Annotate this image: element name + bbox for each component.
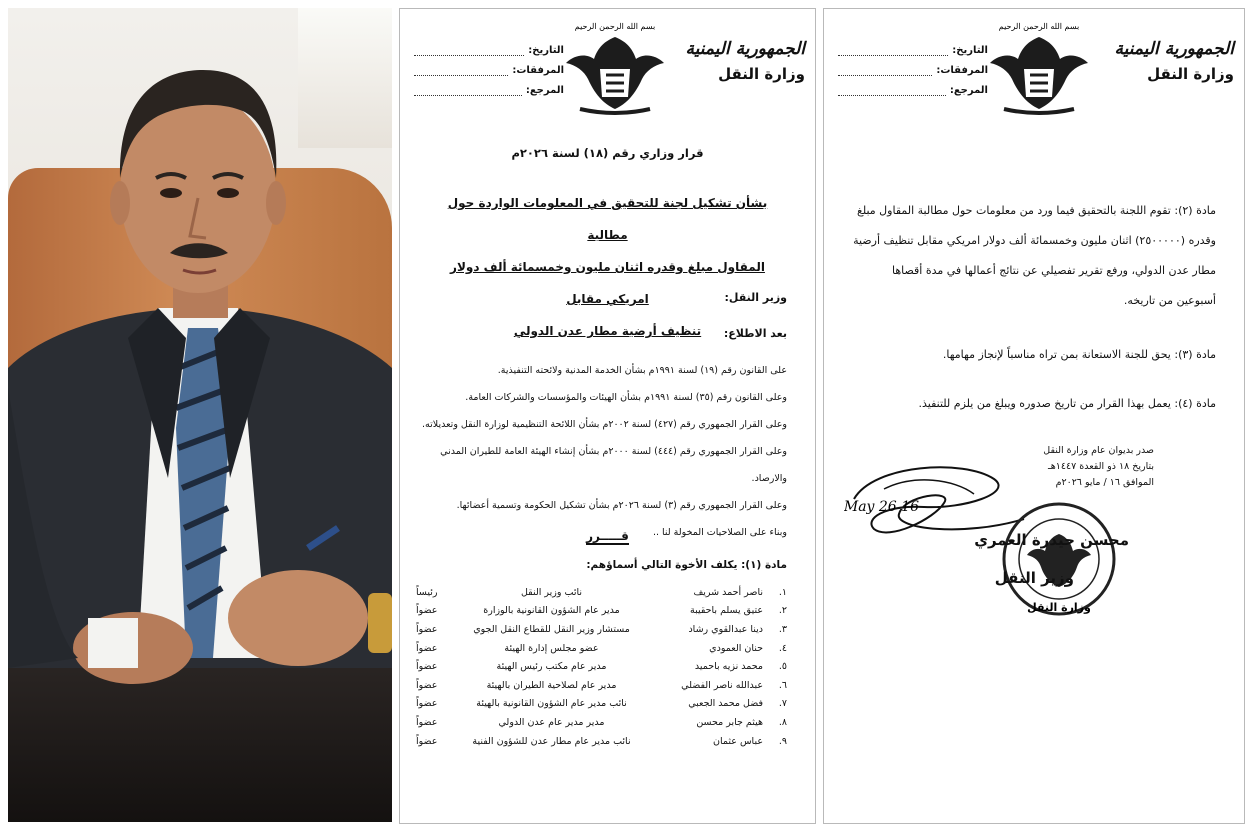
member-name: فضل محمد الجعبي: [688, 698, 763, 710]
minister-heading: وزير النقل:: [724, 291, 787, 304]
member-position: مدير عام الشؤون القانونية بالوزارة: [483, 605, 620, 617]
committee-members-list: [416, 583, 787, 750]
after-review-heading: بعد الاطلاع:: [723, 327, 787, 340]
member-position: عضو مجلس إدارة الهيئة: [504, 642, 599, 654]
member-role: عضواً: [416, 735, 438, 747]
member-row: [416, 583, 787, 602]
member-position: نائب مدير عام مطار عدن للشؤون الفنية: [472, 735, 631, 747]
date-label: التاريخ:: [952, 45, 988, 56]
member-number: ٤.: [778, 642, 787, 654]
subject-line: بشأن تشكيل لجنة للتحقيق في المعلومات الواردة حول مطالبة: [447, 196, 768, 242]
reference-fields: [838, 45, 988, 105]
member-name: محمد نزيه باحميد: [694, 661, 763, 673]
date-label: التاريخ:: [528, 45, 564, 56]
member-position: نائب وزير النقل: [520, 586, 582, 598]
decided-heading: [400, 529, 815, 543]
member-row: [416, 732, 787, 751]
member-position: مدير عام لصلاحية الطيران بالهيئة: [486, 679, 617, 691]
basmala-text: بسم الله الرحمن الرحيم: [998, 22, 1080, 31]
member-role: عضواً: [416, 698, 438, 710]
subject-line: المقاول مبلغ وقدره اثنان مليون وخمسمائة ألف دولار امريكي مقابل: [450, 260, 765, 306]
recital-item: وعلى القرار الجمهوري رقم (٤٢٧) لسنة ٢٠٠٢م بشأن اللائحة التنظيمية لوزارة النقل وتعديلاته.: [422, 419, 787, 430]
member-role: عضواً: [416, 679, 438, 691]
decided-text: قـــــرر: [586, 529, 629, 543]
subject-line: تنظيف أرضية مطار عدن الدولي: [513, 324, 702, 338]
member-role: عضواً: [416, 716, 438, 728]
recital-item: وعلى القرار الجمهوري رقم (٤٤٤) لسنة ٢٠٠٠م بشأن إنشاء الهيئة العامة للطيران المدني والارصاد.: [440, 446, 787, 484]
reference-fields: [414, 45, 564, 105]
signer-title: وزير النقل: [994, 569, 1074, 587]
member-number: ١.: [778, 586, 787, 598]
member-name: حنان العمودي: [709, 642, 763, 654]
attachments-label: المرفقات:: [512, 65, 564, 76]
member-position: نائب مدير عام الشؤون القانونية بالهيئة: [476, 698, 627, 710]
minister-photo: [8, 8, 392, 822]
member-name: دينا عبدالقوي رشاد: [688, 623, 763, 635]
basmala-text: بسم الله الرحمن الرحيم: [574, 22, 656, 31]
decree-page-2: [823, 8, 1245, 824]
member-row: [416, 602, 787, 621]
member-position: مستشار وزير النقل للقطاع النقل الجوي: [473, 623, 630, 635]
man-illustration: [8, 8, 392, 822]
issued-line: صدر بديوان عام وزارة النقل: [1043, 445, 1154, 456]
article-4: مادة (٤): يعمل بهذا القرار من تاريخ صدوره ويبلغ من يلزم للتنفيذ.: [918, 397, 1216, 410]
member-row: [416, 620, 787, 639]
reference-label: المرجع:: [949, 85, 988, 96]
reference-field: [414, 85, 564, 96]
member-row: [416, 695, 787, 714]
recital-item: وعلى القرار الجمهوري رقم (٣) لسنة ٢٠٢٦م بشأن تشكيل الحكومة وتسمية أعضائها.: [456, 500, 787, 511]
member-number: ٦.: [778, 679, 787, 691]
reference-label: المرجع:: [525, 85, 564, 96]
stamp-text: وزارة النقل: [1027, 601, 1091, 614]
attachments-field: [414, 65, 564, 76]
issued-line: الموافق ١٦ / مايو ٢٠٢٦م: [1055, 477, 1154, 488]
member-name: عباس عثمان: [713, 735, 763, 747]
member-name: ناصر أحمد شريف: [693, 586, 763, 598]
attachments-label: المرفقات:: [936, 65, 988, 76]
member-name: عبدالله ناصر الفضلي: [681, 679, 763, 691]
republic-name: الجمهورية اليمنية: [685, 39, 805, 59]
member-row: [416, 676, 787, 695]
member-number: ٧.: [778, 698, 787, 710]
decree-page-1: [399, 8, 816, 824]
ministry-stamp: [999, 499, 1119, 619]
member-number: ٨.: [778, 716, 787, 728]
yemen-eagle-emblem: [560, 17, 670, 117]
recital-item: وعلى القانون رقم (٣٥) لسنة ١٩٩١م بشأن الهيئات والمؤسسات والشركات العامة.: [465, 392, 787, 403]
signer-name: محسن حيدرة العمري: [974, 531, 1129, 549]
recitals-list: [418, 357, 787, 546]
yemen-eagle-emblem: [984, 17, 1094, 117]
member-position: مدير مدير عام عدن الدولي: [498, 716, 605, 728]
member-number: ٣.: [778, 623, 787, 635]
letterhead-right: [685, 39, 805, 83]
member-row: [416, 713, 787, 732]
attachments-field: [838, 65, 988, 76]
article-3: مادة (٣): يحق للجنة الاستعانة بمن تراه مناسباً لإنجاز مهامها.: [942, 348, 1216, 361]
member-name: عتيق يسلم باحقيبة: [690, 605, 763, 617]
member-role: عضواً: [416, 623, 438, 635]
recital-item: على القانون رقم (١٩) لسنة ١٩٩١م بشأن الخدمة المدنية ولائحته التنفيذية.: [497, 365, 787, 376]
member-role: عضواً: [416, 605, 438, 617]
issued-line: بتاريخ ١٨ ذو القعدة ١٤٤٧هـ: [1048, 461, 1154, 472]
ministry-name: وزارة النقل: [718, 65, 805, 83]
member-position: مدير عام مكتب رئيس الهيئة: [496, 661, 607, 673]
reference-field: [838, 85, 988, 96]
member-row: [416, 657, 787, 676]
signature-date-text: 16 May 26: [844, 499, 919, 515]
article-2: مادة (٢): تقوم اللجنة بالتحقيق فيما ورد من معلومات حول مطالبة المقاول مبلغ وقدره (٢٥٠٠٠٠٠) اثنان مليون وخمسمائة ألف دولار امريكي مقابل تنظيف أرضية مطار عدن الدولي، ورفع تقرير تفصيلي عن نتائج أعمالها في مدة أقصاها أسبوعين من تاريخه.: [853, 204, 1216, 307]
member-number: ٢.: [778, 605, 787, 617]
recital-item: وبناء على الصلاحيات المخولة لنا ..: [652, 527, 787, 538]
member-number: ٩.: [778, 735, 787, 747]
ministry-name: وزارة النقل: [1147, 65, 1234, 83]
decree-subject: [430, 187, 785, 347]
date-field: [838, 45, 988, 56]
member-name: هيثم جابر محسن: [696, 716, 763, 728]
date-field: [414, 45, 564, 56]
republic-name: الجمهورية اليمنية: [1114, 39, 1234, 59]
letterhead-right: [1114, 39, 1234, 83]
member-role: عضواً: [416, 661, 438, 673]
member-role: رئيساً: [416, 586, 438, 598]
decree-title: قرار وزاري رقم (١٨) لسنة ٢٠٢٦م: [511, 146, 704, 160]
member-row: [416, 639, 787, 658]
article-1: مادة (١): يكلف الأخوة التالي أسماؤهم:: [586, 559, 787, 571]
member-role: عضواً: [416, 642, 438, 654]
member-number: ٥.: [778, 661, 787, 673]
